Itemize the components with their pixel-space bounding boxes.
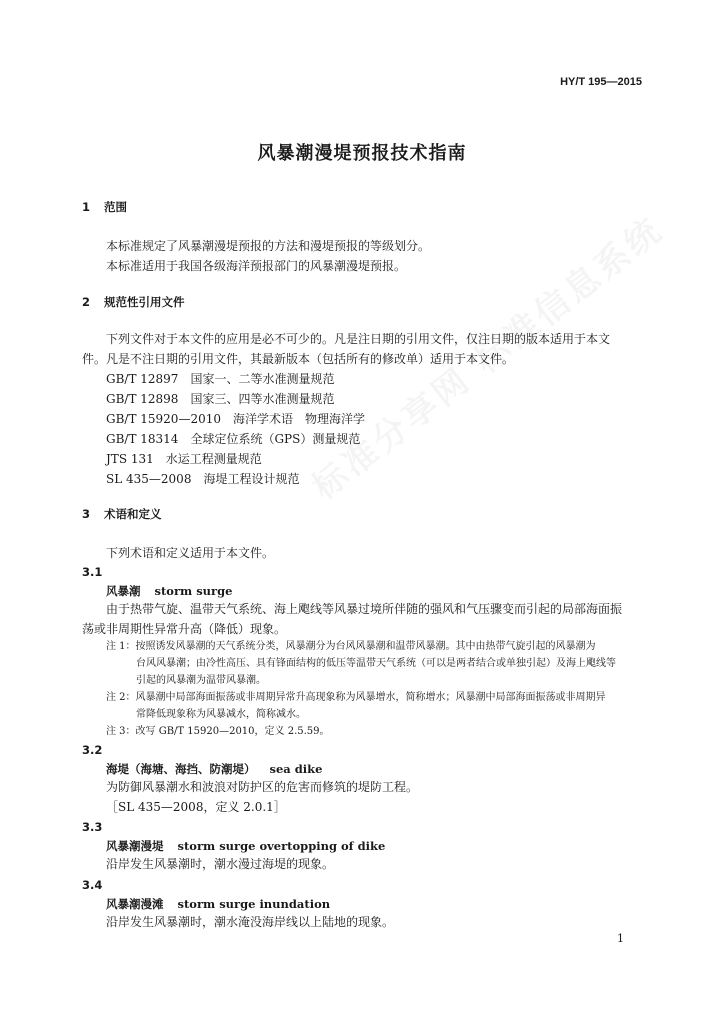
note: 注 1：按照诱发风暴潮的天气系统分类，风暴潮分为台风风暴潮和温带风暴潮。其中由热带气旋引起的风暴潮为	[106, 641, 596, 652]
standard-code: HY/T 195—2015	[560, 76, 642, 88]
section-3-heading	[82, 506, 162, 522]
term-en: sea dike	[269, 762, 323, 776]
term-heading	[106, 838, 385, 854]
term-number: 3.2	[82, 743, 103, 757]
reference-item: GB/T 18314 全球定位系统（GPS）测量规范	[106, 432, 361, 446]
section-number: 2	[82, 295, 91, 309]
section-title: 规范性引用文件	[104, 295, 185, 309]
term-zh: 风暴潮	[106, 584, 141, 598]
paragraph: 本标准适用于我国各级海洋预报部门的风暴潮漫堤预报。	[106, 259, 407, 273]
note: 注 3：改写 GB/T 15920—2010，定义 2.5.59。	[106, 726, 330, 737]
section-number: 3	[82, 507, 91, 521]
note: 注 2：风暴潮中局部海面振荡或非周期异常升高现象称为风暴增水，简称增水；风暴潮中局部海面振荡或非周期异	[106, 692, 606, 703]
term-definition: 由于热带气旋、温带天气系统、海上飑线等风暴过境所伴随的强风和气压骤变而引起的局部海面振	[106, 602, 623, 616]
document-title: 风暴潮漫堤预报技术指南	[257, 143, 467, 164]
section-1-heading	[82, 199, 127, 215]
page-number: 1	[617, 932, 624, 945]
term-definition: 为防御风暴潮水和波浪对防护区的危害而修筑的堤防工程。	[106, 780, 419, 794]
term-en: storm surge	[154, 584, 233, 598]
term-source: ［SL 435—2008，定义 2.0.1］	[106, 800, 286, 814]
term-heading	[106, 761, 322, 777]
term-number: 3.3	[82, 820, 103, 834]
term-definition: 沿岸发生风暴潮时，潮水漫过海堤的现象。	[106, 857, 335, 871]
term-zh: 海堤（海塘、海挡、防潮堤）	[106, 762, 256, 776]
note: 引起的风暴潮为温带风暴潮。	[136, 675, 266, 686]
reference-item: JTS 131 水运工程测量规范	[106, 452, 262, 466]
term-zh: 风暴潮漫滩	[106, 897, 164, 911]
section-title: 术语和定义	[104, 507, 162, 521]
term-definition: 沿岸发生风暴潮时，潮水淹没海岸线以上陆地的现象。	[106, 915, 395, 929]
term-zh: 风暴潮漫堤	[106, 839, 164, 853]
term-en: storm surge overtopping of dike	[177, 839, 386, 853]
section-2-heading	[82, 294, 185, 310]
note: 台风风暴潮；由冷性高压、具有锋面结构的低压等温带天气系统（可以是两者结合或单独引起）及海上飑线等	[136, 658, 616, 669]
paragraph: 本标准规定了风暴潮漫堤预报的方法和漫堤预报的等级划分。	[106, 239, 431, 253]
reference-item: GB/T 15920—2010 海洋学术语 物理海洋学	[106, 412, 365, 426]
term-heading	[106, 896, 330, 912]
term-number: 3.1	[82, 565, 103, 579]
reference-item: SL 435—2008 海堤工程设计规范	[106, 472, 300, 486]
note: 常降低现象称为风暴减水，简称减水。	[136, 709, 306, 720]
term-number: 3.4	[82, 878, 103, 892]
section-number: 1	[82, 200, 91, 214]
reference-item: GB/T 12897 国家一、二等水准测量规范	[106, 372, 335, 386]
term-en: storm surge inundation	[177, 897, 331, 911]
paragraph: 下列文件对于本文件的应用是必不可少的。凡是注日期的引用文件，仅注日期的版本适用于本文	[106, 332, 611, 346]
reference-item: GB/T 12898 国家三、四等水准测量规范	[106, 392, 335, 406]
term-heading	[106, 583, 232, 599]
term-definition: 荡或非周期性异常升高（降低）现象。	[82, 622, 287, 636]
paragraph: 下列术语和定义适用于本文件。	[106, 546, 275, 560]
paragraph: 件。凡是不注日期的引用文件，其最新版本（包括所有的修改单）适用于本文件。	[82, 352, 515, 366]
section-title: 范围	[104, 200, 127, 214]
